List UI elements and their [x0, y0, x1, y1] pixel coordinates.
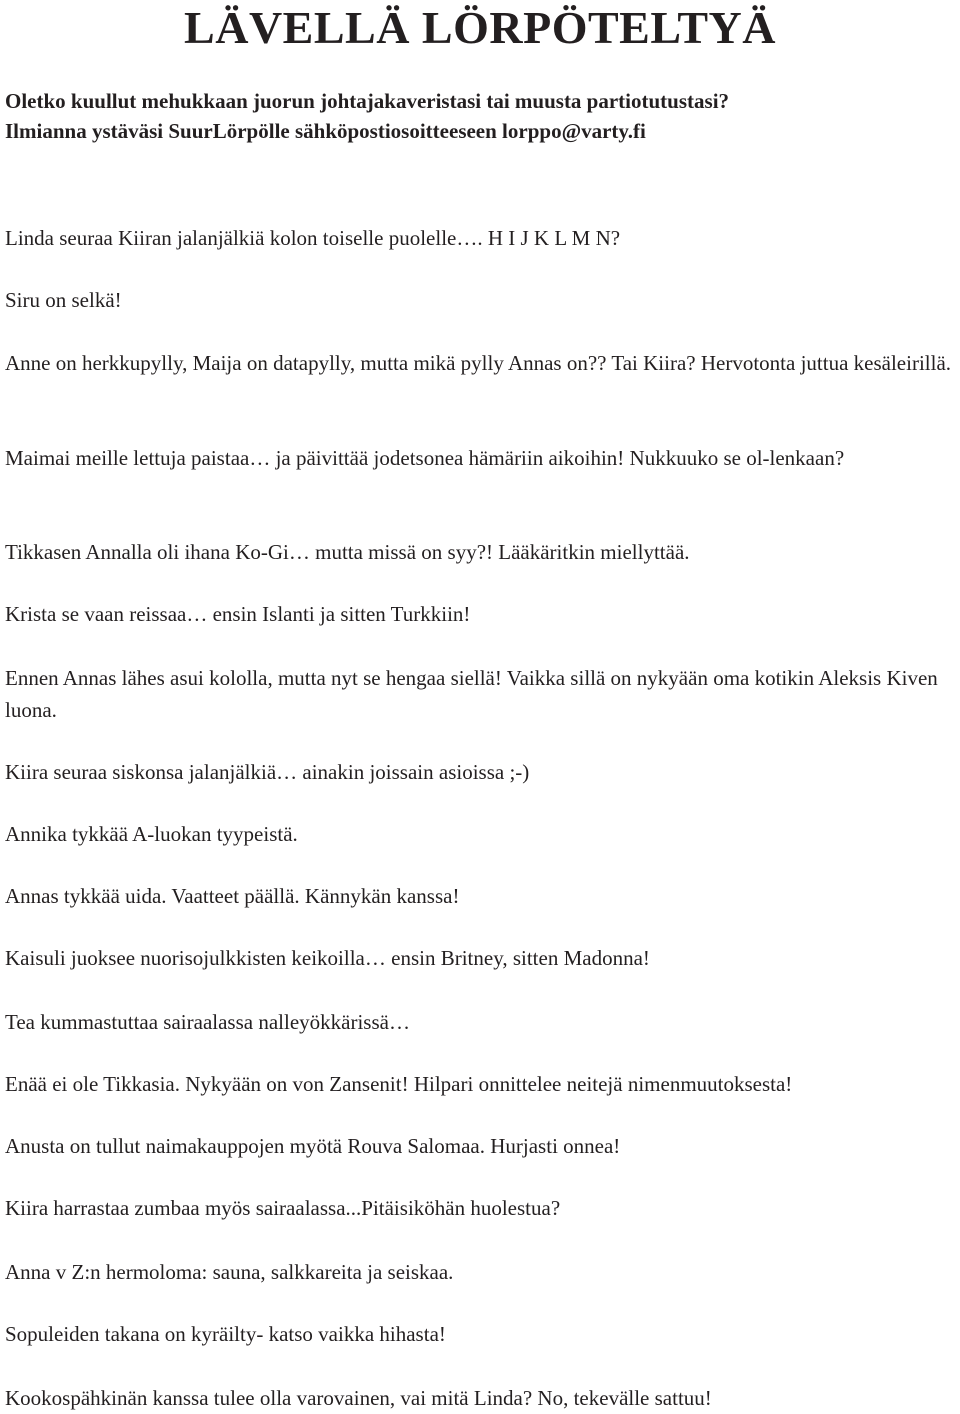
gossip-item: Annas tykkää uida. Vaatteet päällä. Kännykän kanssa!: [5, 884, 460, 908]
intro-line-1: Oletko kuullut mehukkaan juorun johtajakaveristasi tai muusta partiotutustasi?: [5, 89, 730, 113]
page-title: LÄVELLÄ LÖRPÖTELTYÄ: [184, 2, 776, 53]
gossip-item: Siru on selkä!: [5, 288, 122, 312]
gossip-item: Kookospähkinän kanssa tulee olla varovainen, vai mitä Linda? No, tekevälle sattuu!: [5, 1386, 712, 1410]
gossip-item: Anusta on tullut naimakauppojen myötä Rouva Salomaa. Hurjasti onnea!: [5, 1134, 621, 1158]
gossip-item: Kiira harrastaa zumbaa myös sairaalassa...Pitäisiköhän huolestua?: [5, 1196, 561, 1220]
gossip-item: Anne on herkkupylly, Maija on datapylly, mutta mikä pylly Annas on?? Tai Kiira? Hervotonta juttua kesäleirillä.: [5, 351, 952, 375]
gossip-item: Kaisuli juoksee nuorisojulkkisten keikoilla… ensin Britney, sitten Madonna!: [5, 946, 650, 970]
gossip-item: Tikkasen Annalla oli ihana Ko-Gi… mutta missä on syy?! Lääkäritkin miellyttää.: [5, 540, 690, 564]
intro-text: [5, 86, 955, 146]
gossip-item: Anna v Z:n hermoloma: sauna, salkkareita ja seiskaa.: [5, 1260, 454, 1284]
gossip-item: Linda seuraa Kiiran jalanjälkiä kolon toiselle puolelle…. H I J K L M N?: [5, 226, 621, 250]
gossip-item: Sopuleiden takana on kyräilty- katso vaikka hihasta!: [5, 1322, 446, 1346]
gossip-item: Enää ei ole Tikkasia. Nykyään on von Zansenit! Hilpari onnittelee neitejä nimenmuutoksesta!: [5, 1072, 793, 1096]
gossip-item: Annika tykkää A-luokan tyypeistä.: [5, 822, 298, 846]
gossip-item: Tea kummastuttaa sairaalassa nalleyökkärissä…: [5, 1010, 410, 1034]
gossip-item: Krista se vaan reissaa… ensin Islanti ja sitten Turkkiin!: [5, 602, 471, 626]
intro-line-2: Ilmianna ystäväsi SuurLörpölle sähköpostiosoitteeseen lorppo@varty.fi: [5, 119, 646, 143]
gossip-item: Kiira seuraa siskonsa jalanjälkiä… ainakin joissain asioissa ;-): [5, 760, 530, 784]
gossip-item: Ennen Annas lähes asui kololla, mutta nyt se hengaa siellä! Vaikka sillä on nykyään oma kotikin Aleksis Kiven luona.: [5, 666, 938, 722]
gossip-item: Maimai meille lettuja paistaa… ja päivittää jodetsonea hämäriin aikoihin! Nukkuuko se ol-lenkaan?: [5, 446, 845, 470]
